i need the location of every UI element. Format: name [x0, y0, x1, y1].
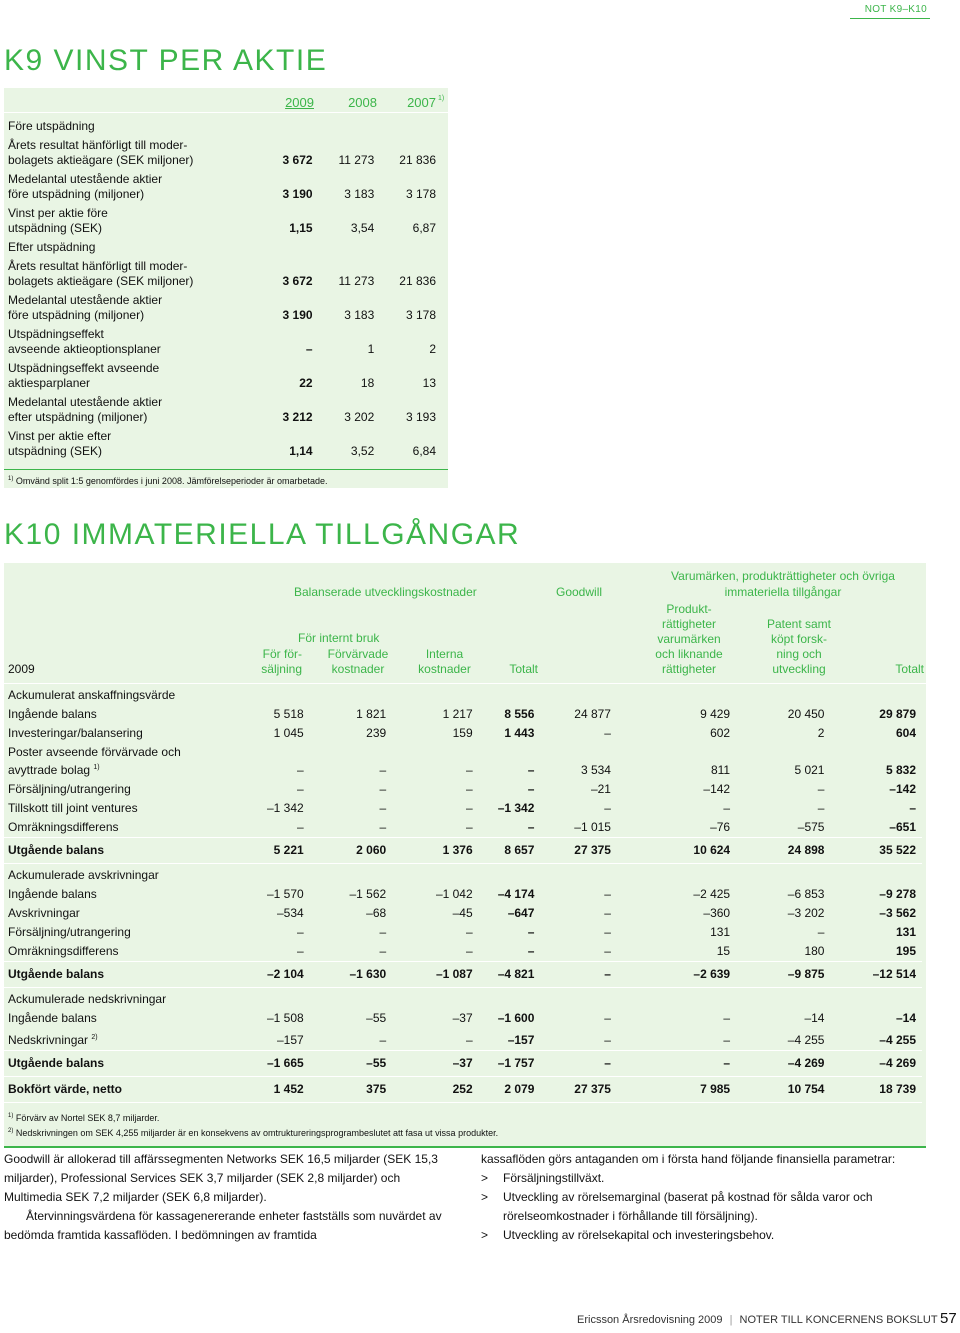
k9-title: K9 VINST PER AKTIE: [4, 44, 328, 77]
k10-group-dev: Balanserade utvecklingskostnader: [294, 585, 477, 599]
k10-cell: –3 562: [879, 906, 916, 920]
k9-rows: [4, 119, 444, 463]
k10-bottom-rule: [4, 1103, 922, 1105]
k10-row: [4, 942, 922, 962]
k10-cell: –2 425: [693, 887, 731, 901]
k10-cell: –651: [889, 820, 916, 834]
k10-cell: –1 508: [266, 1011, 304, 1025]
k10-col-head: Patent samt köpt forsk- ning och utveckling: [766, 617, 832, 676]
k10-cell: –9 875: [730, 962, 824, 988]
k9-row-value: 2: [429, 342, 436, 356]
k10-cell: –157: [276, 1033, 304, 1047]
k9-row-value: 3 183: [344, 187, 375, 201]
k9-year-2007: 2007: [407, 95, 436, 110]
bullet-item: [481, 1188, 926, 1226]
k10-cell: –: [723, 801, 731, 815]
k10-cell: 2 079: [473, 1077, 535, 1103]
page-number: 57: [940, 1310, 957, 1327]
k10-cell: 2: [817, 726, 825, 740]
k10-cell: –: [296, 763, 304, 777]
k10-section-heading: Ackumulerade nedskrivningar: [4, 988, 922, 1010]
k9-row-value: 6,84: [412, 444, 436, 458]
k10-cell: 8 556: [504, 707, 535, 721]
k9-row-value: 1: [367, 342, 375, 356]
body-left: [4, 1150, 454, 1245]
k10-row-label: Poster avseende förvärvade och avyttrade bolag $^{1)}$: [8, 745, 181, 777]
k10-cell: –: [296, 820, 304, 834]
k10-cell: 252: [386, 1077, 472, 1103]
k10-cell: –: [527, 763, 535, 777]
k9-row-label: Årets resultat hänförligt till moder- bolagets aktieägare (SEK miljoner): [8, 138, 194, 167]
k10-cell: –: [723, 1033, 731, 1047]
k10-cell: –4 269: [730, 1051, 824, 1077]
k10-cell: –647: [507, 906, 535, 920]
k9-row: [4, 172, 444, 206]
k10-cell: –12 514: [824, 962, 922, 988]
k9-row: [4, 293, 444, 327]
k10-cell: –: [604, 906, 611, 920]
k10-row: [4, 1028, 922, 1051]
k10-cell: –: [465, 801, 473, 815]
k10-cell: 2 060: [304, 838, 387, 864]
k9-row-label: Medelantal utestående aktier efter utspädning (miljoner): [8, 395, 163, 424]
k10-cell: –6 853: [787, 887, 825, 901]
bullet-marker: >: [481, 1190, 489, 1204]
k10-cell: 1 821: [356, 707, 387, 721]
k10-cell: –14: [895, 1011, 916, 1025]
k10-cell: –4 255: [879, 1033, 916, 1047]
k10-cell: –2 639: [611, 962, 730, 988]
k10-section-head: [4, 686, 922, 705]
k10-cell: –1 342: [497, 801, 535, 815]
k10-cell: –: [604, 801, 611, 815]
k9-row: [4, 361, 444, 395]
k10-cell: 239: [366, 726, 387, 740]
k10-cell: 602: [710, 726, 731, 740]
k9-row: [4, 240, 444, 259]
bullet-text: Utveckling av rörelsemarginal (baserat på kostnad för sålda varor och rörelseomkostnader i förhållande till försäljning).: [503, 1190, 873, 1223]
k9-row-value: 3 190: [282, 308, 313, 322]
k10-cell: 1 452: [239, 1077, 304, 1103]
k10-row: [4, 799, 922, 818]
k10-cell: –: [604, 726, 611, 740]
k10-cell: –37: [452, 1011, 473, 1025]
k10-cell: –1 600: [497, 1011, 535, 1025]
k10-cell: –: [723, 1011, 731, 1025]
k10-cell: –534: [276, 906, 304, 920]
k10-cell: –: [604, 887, 611, 901]
k10-col-head: Totalt: [509, 662, 538, 676]
bullet-marker: >: [481, 1228, 489, 1242]
k10-row: [4, 743, 922, 780]
k9-row-value: 3 178: [405, 187, 436, 201]
k10-row-label: Omräkningsdifferens: [8, 944, 119, 958]
k9-row-value: –: [305, 342, 313, 356]
body-right-p1: kassaflöden görs antaganden om i första hand följande finansiella parametrar:: [481, 1152, 896, 1166]
k10-cell: –: [604, 944, 611, 958]
body-left-p1: Goodwill är allokerad till affärssegmenten Networks SEK 16,5 miljarder (SEK 15,3 miljarder), Professional Services SEK 3,7 miljarder (SEK 2,8 miljarder) och Multimedia SEK 7,2 miljarder (SEK 6,8 miljarder).: [4, 1152, 438, 1204]
k10-cell: –37: [386, 1051, 472, 1077]
k10-cell: 811: [710, 763, 731, 777]
k10-final-row: [4, 1077, 922, 1103]
k9-row-label: Före utspädning: [8, 119, 95, 133]
k10-cell: –: [465, 763, 473, 777]
k10-cell: 5 221: [239, 838, 304, 864]
k10-cell: 159: [452, 726, 473, 740]
k10-cell: –1 342: [266, 801, 304, 815]
k10-cell: 131: [710, 925, 731, 939]
k10-cell: –: [379, 820, 387, 834]
k10-cell: –: [379, 944, 387, 958]
k10-cell: 7 985: [611, 1077, 730, 1103]
k9-row: [4, 119, 444, 138]
k10-cell: –: [527, 820, 535, 834]
k9-row-value: 3 178: [405, 308, 436, 322]
k9-row: [4, 395, 444, 429]
k10-cell: –: [296, 925, 304, 939]
k9-row-value: 3 202: [344, 410, 375, 424]
k10-footnote-mark: 1): [93, 764, 100, 771]
k10-group-brands-1: Varumärken, produkträttigheter och övriga: [671, 569, 895, 583]
k9-row-value: 1,15: [289, 221, 313, 235]
k9-row-label: Vinst per aktie efter utspädning (SEK): [8, 429, 112, 458]
k10-cell: –157: [507, 1033, 535, 1047]
k10-cell: 18 739: [824, 1077, 922, 1103]
k10-row-label: Utgående balans: [4, 838, 239, 864]
k10-cell: –: [465, 820, 473, 834]
bullet-text: Utveckling av rörelsekapital och investeringsbehov.: [503, 1228, 775, 1242]
k10-cell: –: [296, 944, 304, 958]
k9-row-value: 11 273: [338, 153, 375, 167]
header-rule: [850, 18, 930, 19]
k10-row-label: Tillskott till joint ventures: [8, 801, 138, 815]
bullet-text: Försäljningstillväxt.: [503, 1171, 605, 1185]
k9-row-value: 21 836: [399, 274, 436, 288]
footer-sep: |: [729, 1314, 733, 1326]
k10-sub-internt: För internt bruk: [298, 631, 380, 645]
k9-year-note: 1): [438, 95, 445, 102]
k10-col-head: Interna kostnader: [418, 647, 471, 676]
footer-right: NOTER TILL KONCERNENS BOKSLUT: [739, 1314, 938, 1326]
k10-cell: 15: [716, 944, 731, 958]
k9-row: [4, 259, 444, 293]
k10-cell: –: [817, 925, 825, 939]
k10-cell: –: [534, 1051, 611, 1077]
k10-cell: –: [379, 782, 387, 796]
k10-cell: –1 630: [304, 962, 387, 988]
k9-row-value: 13: [422, 376, 436, 390]
k9-row-value: [257, 240, 313, 259]
k9-row: [4, 206, 444, 240]
k9-year-2009: 2009: [285, 95, 314, 110]
k10-cell: –1 015: [574, 820, 611, 834]
k9-row-value: 3 672: [282, 274, 313, 288]
k10-col-head: Produkt- rättigheter varumärken och liknande rättigheter: [655, 602, 723, 676]
k9-row-value: 3 212: [282, 410, 313, 424]
k10-row: [4, 705, 922, 724]
k10-total-row: [4, 962, 922, 988]
k10-cell: –55: [366, 1011, 387, 1025]
body-right-bullets: [481, 1169, 926, 1245]
k10-cell: –: [527, 944, 535, 958]
k10-section-heading: Ackumulerat anskaffningsvärde: [8, 688, 176, 702]
k10-row: [4, 904, 922, 923]
k10-cell: –: [465, 925, 473, 939]
k10-cell: –1 562: [349, 887, 387, 901]
k9-row-value: 1,14: [289, 444, 313, 458]
k10-row-label: Ingående balans: [8, 1011, 97, 1025]
k10-cell: –1 665: [239, 1051, 304, 1077]
k10-cell: 29 879: [879, 707, 916, 721]
k10-cell: 1 217: [442, 707, 473, 721]
k10-row-label: Omräkningsdifferens: [8, 820, 119, 834]
k10-cell: –1 042: [435, 887, 473, 901]
k10-cell: –3 202: [787, 906, 825, 920]
k10-cell: 3 534: [580, 763, 611, 777]
k9-row-value: [257, 119, 313, 138]
k10-group-brands-2: immateriella tillgångar: [724, 585, 842, 599]
header-tag: NOT K9–K10: [864, 4, 927, 15]
k9-row-label: Utspädningseffekt avseende aktieoptionsplaner: [8, 327, 161, 356]
k10-cell: –: [817, 801, 825, 815]
k10-cell: 24 898: [730, 838, 824, 864]
k10-row-label: Ingående balans: [8, 707, 97, 721]
k10-row-label: Nedskrivningar $^{2)}$: [8, 1033, 98, 1047]
k10-cell: –: [379, 1033, 387, 1047]
k10-cell: 195: [895, 944, 916, 958]
k9-year-2008: 2008: [348, 95, 377, 110]
k10-cell: 27 375: [534, 1077, 611, 1103]
k10-row-label: Utgående balans: [4, 962, 239, 988]
k10-cell: –14: [804, 1011, 825, 1025]
k10-header: [4, 563, 926, 683]
k10-cell: –4 174: [497, 887, 535, 901]
k10-cell: –: [604, 1011, 611, 1025]
k10-total-row: [4, 838, 922, 864]
k10-cell: –4 821: [473, 962, 535, 988]
k9-row-value: 22: [299, 376, 313, 390]
k10-cell: 20 450: [787, 707, 825, 721]
k10-cell: –142: [703, 782, 731, 796]
k10-footnote-mark: 2): [8, 1128, 14, 1134]
k9-footnote: $^{1)}$ Omvänd split 1:5 genomfördes i juni 2008. Jämförelseperioder är omarbetade.: [8, 476, 328, 486]
k10-cell: 8 657: [473, 838, 535, 864]
k10-cell: –: [604, 925, 611, 939]
k9-row: [4, 429, 444, 463]
k10-cell: –76: [710, 820, 731, 834]
k10-cell: –: [379, 763, 387, 777]
k9-row-value: [374, 119, 444, 138]
k10-row-label: Avskrivningar: [8, 906, 80, 920]
k10-footnote-mark: 2): [91, 1034, 98, 1041]
k10-cell: 180: [804, 944, 825, 958]
k9-row-value: [313, 240, 375, 259]
k10-row-label: Försäljning/utrangering: [8, 925, 131, 939]
k10-cell: –575: [797, 820, 825, 834]
k10-row: [4, 885, 922, 904]
bullet-item: [481, 1226, 926, 1245]
k10-col-head: För för- säljning: [261, 647, 302, 676]
k10-row: [4, 923, 922, 942]
k10-cell: –142: [889, 782, 916, 796]
k10-cell: –9 278: [879, 887, 916, 901]
k10-footnotes: [8, 1110, 498, 1140]
k10-title: K10 IMMATERIELLA TILLGÅNGAR: [4, 518, 521, 551]
k10-footnote-text: Nedskrivningen om SEK 4,255 miljarder är en konsekvens av omtruktureringsprogrambeslutet att fasa ut vissa produkter.: [15, 1128, 499, 1138]
k10-footnote: [8, 1110, 498, 1125]
k9-row-value: [374, 240, 444, 259]
k9-row-value: 3,54: [350, 221, 375, 235]
k10-footnote-mark: 1): [8, 1113, 14, 1119]
k9-row-label: Efter utspädning: [8, 240, 96, 254]
k9-row: [4, 327, 444, 361]
k10-cell: 1 443: [504, 726, 535, 740]
k10-footnote: [8, 1125, 498, 1140]
k10-year: 2009: [8, 662, 35, 676]
k10-cell: 10 624: [611, 838, 730, 864]
k9-year-header: [4, 88, 448, 112]
k9-row-label: Vinst per aktie före utspädning (SEK): [8, 206, 108, 235]
k10-cell: 35 522: [824, 838, 922, 864]
k10-table: [4, 686, 922, 1104]
body-left-p2: Återvinningsvärdena för kassagenererande enheter fastställs som nuvärdet av bedömda framtida kassaflöden. I bedömningen av framtida: [4, 1209, 442, 1242]
k10-row: [4, 818, 922, 838]
k10-cell: –: [527, 925, 535, 939]
k10-cell: 9 429: [700, 707, 731, 721]
k9-row: [4, 138, 444, 172]
k10-row-label: Försäljning/utrangering: [8, 782, 131, 796]
k10-row-label: Utgående balans: [4, 1051, 239, 1077]
body-right: [481, 1150, 926, 1245]
k10-cell: –: [465, 782, 473, 796]
k10-section-head: [4, 988, 922, 1010]
k10-cell: 131: [895, 925, 916, 939]
k10-cell: –: [527, 782, 535, 796]
k10-cell: –1 570: [266, 887, 304, 901]
k10-group-goodwill: Goodwill: [556, 585, 603, 599]
bullet-marker: >: [481, 1171, 489, 1185]
k10-cell: –: [604, 1033, 611, 1047]
k10-cell: –45: [452, 906, 473, 920]
bullet-item: [481, 1169, 926, 1188]
k10-cell: –55: [304, 1051, 387, 1077]
k10-cell: –: [465, 1033, 473, 1047]
k10-footnote-text: Förvärv av Nortel SEK 8,7 miljarder.: [15, 1113, 160, 1123]
k10-cell: –1 087: [386, 962, 472, 988]
k10-total-row: [4, 1051, 922, 1077]
k10-cell: –: [465, 944, 473, 958]
k10-cell: 27 375: [534, 838, 611, 864]
k10-cell: –: [909, 801, 916, 815]
k10-cell: 24 877: [574, 707, 611, 721]
k10-cell: 10 754: [730, 1077, 824, 1103]
k10-cell: 1 376: [386, 838, 472, 864]
k9-row-value: 18: [360, 376, 375, 390]
k9-row-value: 11 273: [338, 274, 375, 288]
k10-cell: –: [296, 782, 304, 796]
k10-cell: 5 832: [885, 763, 916, 777]
footer: [577, 1314, 938, 1326]
k10-cell: 1 045: [273, 726, 304, 740]
k9-row-label: Årets resultat hänförligt till moder- bolagets aktieägare (SEK miljoner): [8, 259, 194, 288]
k9-row-value: 3,52: [350, 444, 375, 458]
k10-row: [4, 724, 922, 743]
k10-cell: –2 104: [239, 962, 304, 988]
k10-col-head: Totalt: [895, 662, 924, 676]
k9-row-label: Medelantal utestående aktier före utspädning (miljoner): [8, 293, 163, 322]
k9-table: [4, 88, 448, 486]
k9-row-value: 21 836: [399, 153, 436, 167]
k10-cell: –: [817, 782, 825, 796]
k10-section-head: [4, 864, 922, 886]
k9-row-label: Medelantal utestående aktier före utspädning (miljoner): [8, 172, 163, 201]
k10-cell: –68: [366, 906, 387, 920]
k10-cell: –: [611, 1051, 730, 1077]
k9-row-value: 3 183: [344, 308, 375, 322]
k9-row-value: 3 672: [282, 153, 313, 167]
k9-row-value: 3 190: [282, 187, 313, 201]
k10-cell: 375: [304, 1077, 387, 1103]
k10-col-head: Förvärvade kostnader: [327, 647, 389, 676]
k10-cell: –4 269: [824, 1051, 922, 1077]
k10-cell: –: [379, 801, 387, 815]
k10-row-label: Investeringar/balansering: [8, 726, 143, 740]
k10-cell: –360: [703, 906, 731, 920]
k9-row-value: 3 193: [405, 410, 436, 424]
k10-cell: –21: [590, 782, 611, 796]
k10-row: [4, 780, 922, 799]
k10-section-heading: Ackumulerade avskrivningar: [4, 864, 922, 886]
k10-row-label: Ingående balans: [8, 887, 97, 901]
k10-cell: –4 255: [787, 1033, 825, 1047]
k9-row-value: 6,87: [412, 221, 436, 235]
k10-cell: –1 757: [473, 1051, 535, 1077]
k10-cell: 604: [895, 726, 916, 740]
k10-cell: –: [534, 962, 611, 988]
k10-row: [4, 1009, 922, 1028]
k9-row-label: Utspädningseffekt avseende aktiesparplaner: [8, 361, 160, 390]
k9-row-value: [313, 119, 375, 138]
k10-row-label: Bokfört värde, netto: [4, 1077, 239, 1103]
k10-cell: 5 518: [273, 707, 304, 721]
k10-cell: 5 021: [794, 763, 825, 777]
k10-cell: –: [379, 925, 387, 939]
footer-left: Ericsson Årsredovisning 2009: [577, 1314, 723, 1326]
k10-bottom-line: [4, 1146, 926, 1148]
